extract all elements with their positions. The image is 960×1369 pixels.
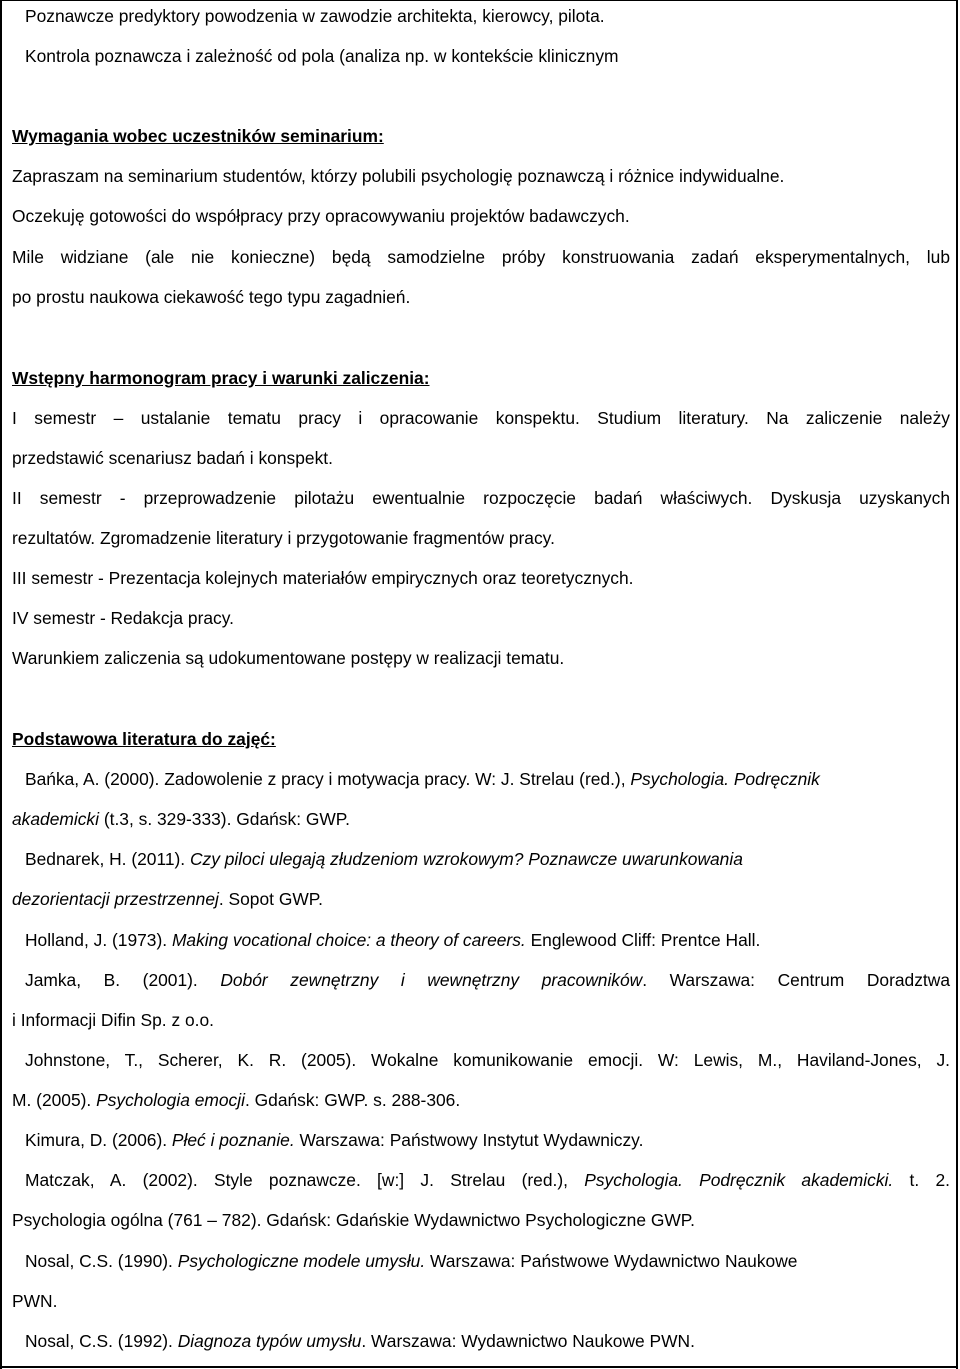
reference-line: Nosal, C.S. (1990). Psychologiczne modele umysłu. Warszawa: Państwowe Wydawnictwo Naukowe	[25, 1251, 798, 1271]
paragraph-line: po prostu naukowa ciekawość tego typu zagadnień.	[12, 287, 411, 307]
reference-line: M. (2005). Psychologia emocji. Gdańsk: GWP. s. 288-306.	[12, 1090, 461, 1110]
schedule-line: II semestr - przeprowadzenie pilotażu ewentualnie rozpoczęcie badań właściwych. Dyskusja uzyskanych	[12, 488, 950, 508]
reference-line: Holland, J. (1973). Making vocational choice: a theory of careers. Englewood Cliff: Prentce Hall.	[25, 930, 761, 950]
requirements-heading: Wymagania wobec uczestników seminarium:	[12, 126, 384, 146]
reference-line: Bańka, A. (2000). Zadowolenie z pracy i motywacja pracy. W: J. Strelau (red.), Psychologia. Podręcznik	[25, 769, 820, 789]
literature-heading: Podstawowa literatura do zajęć:	[12, 729, 276, 749]
paragraph-line: Oczekuję gotowości do współpracy przy opracowywaniu projektów badawczych.	[12, 206, 630, 226]
reference-line: PWN.	[12, 1291, 58, 1311]
schedule-line: IV semestr - Redakcja pracy.	[12, 608, 234, 628]
reference-line: Johnstone, T., Scherer, K. R. (2005). Wokalne komunikowanie emocji. W: Lewis, M., Haviland-Jones, J.	[25, 1050, 950, 1070]
page-border-top	[0, 0, 958, 1]
schedule-heading: Wstępny harmonogram pracy i warunki zaliczenia:	[12, 368, 430, 388]
page-border-left	[0, 0, 2, 1369]
reference-line: akademicki (t.3, s. 329-333). Gdańsk: GWP.	[12, 809, 350, 829]
reference-line: Psychologia ogólna (761 – 782). Gdańsk: Gdańskie Wydawnictwo Psychologiczne GWP.	[12, 1210, 695, 1230]
schedule-line: I semestr – ustalanie tematu pracy i opracowanie konspektu. Studium literatury. Na zaliczenie należy	[12, 408, 950, 428]
paragraph-line: Mile widziane (ale nie konieczne) będą samodzielne próby konstruowania zadań eksperymentalnych, lub	[12, 247, 950, 267]
schedule-line: rezultatów. Zgromadzenie literatury i przygotowanie fragmentów pracy.	[12, 528, 555, 548]
reference-line: i Informacji Difin Sp. z o.o.	[12, 1010, 214, 1030]
page-border-right	[956, 0, 958, 1369]
topic-line: Kontrola poznawcza i zależność od pola (analiza np. w kontekście klinicznym	[25, 46, 619, 66]
reference-line: Kimura, D. (2006). Płeć i poznanie. Warszawa: Państwowy Instytut Wydawniczy.	[25, 1130, 644, 1150]
reference-line: dezorientacji przestrzennej. Sopot GWP.	[12, 889, 323, 909]
schedule-line: III semestr - Prezentacja kolejnych materiałów empirycznych oraz teoretycznych.	[12, 568, 634, 588]
schedule-line: Warunkiem zaliczenia są udokumentowane postępy w realizacji tematu.	[12, 648, 565, 668]
page-border-bottom	[0, 1366, 958, 1368]
topic-line: Poznawcze predyktory powodzenia w zawodzie architekta, kierowcy, pilota.	[25, 6, 605, 26]
reference-line: Matczak, A. (2002). Style poznawcze. [w:] J. Strelau (red.), Psychologia. Podręcznik akademicki. t. 2.	[25, 1170, 950, 1190]
reference-line: Jamka, B. (2001). Dobór zewnętrzny i wewnętrzny pracowników. Warszawa: Centrum Doradztwa	[25, 970, 950, 990]
schedule-line: przedstawić scenariusz badań i konspekt.	[12, 448, 333, 468]
reference-line: Nosal, C.S. (1992). Diagnoza typów umysłu. Warszawa: Wydawnictwo Naukowe PWN.	[25, 1331, 695, 1351]
paragraph-line: Zapraszam na seminarium studentów, którzy polubili psychologię poznawczą i różnice indywidualne.	[12, 166, 785, 186]
reference-line: Bednarek, H. (2011). Czy piloci ulegają złudzeniom wzrokowym? Poznawcze uwarunkowania	[25, 849, 743, 869]
